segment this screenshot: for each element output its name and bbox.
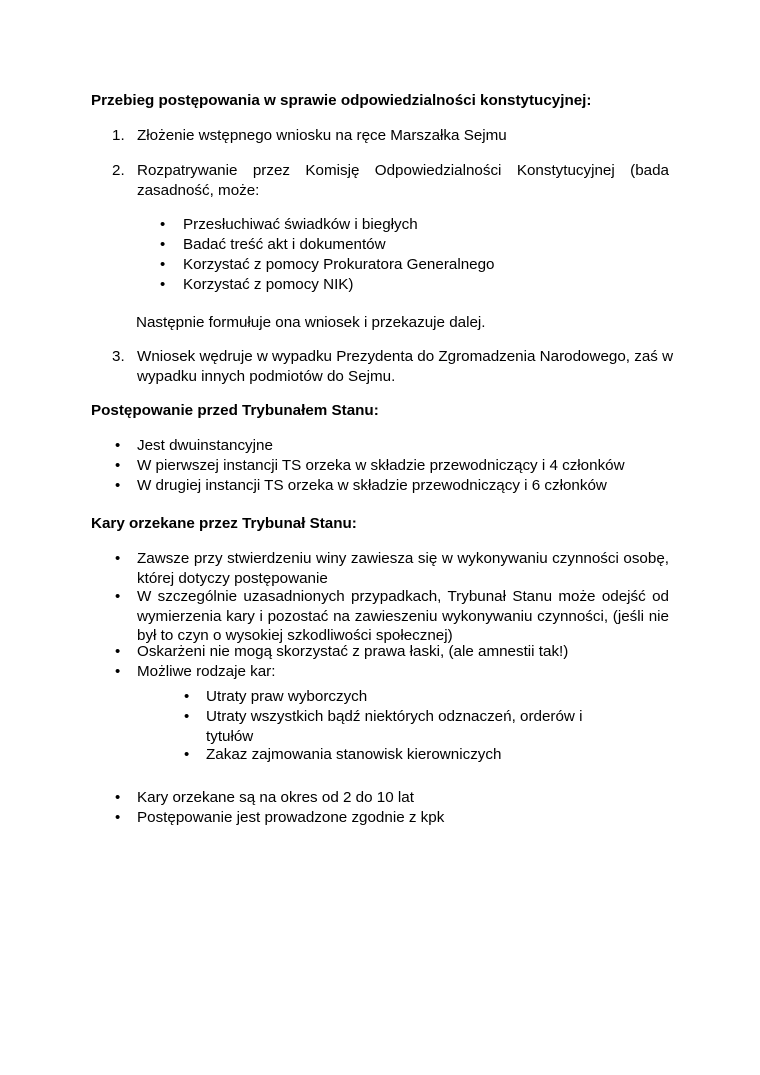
section-heading-penalties: Kary orzekane przez Trybunał Stanu: [91, 515, 357, 532]
list-item-text: W drugiej instancji TS orzeka w składzie przewodniczący i 6 członków [137, 477, 607, 494]
list-item [0, 662, 760, 682]
list-item [0, 687, 760, 707]
list-item [0, 215, 760, 235]
bullet-marker: • [184, 746, 190, 763]
bullet-marker: • [184, 688, 190, 705]
item-number: 2. [112, 162, 125, 179]
item-text: Rozpatrywanie przez Komisję Odpowiedzialności Konstytucyjnej (bada zasadność, może: [137, 162, 669, 199]
bullet-marker: • [115, 643, 121, 660]
list-item-text: Badać treść akt i dokumentów [183, 236, 386, 253]
list-item [0, 235, 760, 255]
list-item-text: W szczególnie uzasadnionych przypadkach, Trybunał Stanu może odejść od wymierzenia kary i pozostać na zawieszeniu wykonywaniu czynności, (jeśli nie był to czyn o wysokiej szkodliwości społecznej) [137, 588, 669, 644]
bullet-marker: • [160, 256, 166, 273]
numbered-item-3 [0, 347, 760, 387]
item-number: 3. [112, 348, 125, 365]
bullet-marker: • [115, 437, 121, 454]
list-item [0, 707, 760, 747]
item-text: Złożenie wstępnego wniosku na ręce Marszałka Sejmu [137, 127, 507, 144]
bullet-marker: • [115, 457, 121, 474]
list-item [0, 808, 760, 828]
bullet-marker: • [115, 809, 121, 826]
list-item [0, 275, 760, 295]
list-item-text: Jest dwuinstancyjne [137, 437, 273, 454]
bullet-marker: • [115, 789, 121, 806]
section-heading-constitutional-responsibility: Przebieg postępowania w sprawie odpowiedzialności konstytucyjnej: [91, 92, 592, 109]
bullet-marker: • [115, 663, 121, 680]
list-item [0, 476, 760, 496]
list-item [0, 788, 760, 808]
list-item [0, 436, 760, 456]
list-item-text: Korzystać z pomocy Prokuratora Generalnego [183, 256, 495, 273]
list-item [0, 587, 760, 647]
list-item [0, 255, 760, 275]
list-item-text: Kary orzekane są na okres od 2 do 10 lat [137, 789, 414, 806]
list-item-text: Utraty wszystkich bądź niektórych odznaczeń, orderów i tytułów [206, 708, 583, 745]
bullet-marker: • [115, 588, 121, 605]
bullet-marker: • [115, 550, 121, 567]
paragraph-next-step: Następnie formułuje ona wniosek i przekazuje dalej. [136, 314, 486, 331]
list-item-text: Oskarżeni nie mogą skorzystać z prawa łaski, (ale amnestii tak!) [137, 643, 569, 660]
list-item-text: Zakaz zajmowania stanowisk kierowniczych [206, 746, 502, 763]
bullet-marker: • [184, 708, 190, 725]
numbered-item-1 [0, 126, 760, 146]
item-text: Wniosek wędruje w wypadku Prezydenta do Zgromadzenia Narodowego, zaś w wypadku innych podmiotów do Sejmu. [137, 348, 674, 385]
bullet-marker: • [160, 216, 166, 233]
list-item-text: Zawsze przy stwierdzeniu winy zawiesza się w wykonywaniu czynności osobę, której dotyczy postępowanie [137, 550, 669, 587]
bullet-marker: • [160, 236, 166, 253]
list-item-text: Utraty praw wyborczych [206, 688, 368, 705]
bullet-marker: • [115, 477, 121, 494]
item-number: 1. [112, 127, 125, 144]
list-item-text: Przesłuchiwać świadków i biegłych [183, 216, 418, 233]
numbered-item-2 [0, 161, 760, 201]
list-item [0, 549, 760, 589]
list-item [0, 456, 760, 476]
bullet-marker: • [160, 276, 166, 293]
list-item-text: Korzystać z pomocy NIK) [183, 276, 354, 293]
list-item-text: Postępowanie jest prowadzone zgodnie z kpk [137, 809, 445, 826]
list-item-text: W pierwszej instancji TS orzeka w składzie przewodniczący i 4 członków [137, 457, 625, 474]
list-item [0, 642, 760, 662]
list-item-text: Możliwe rodzaje kar: [137, 663, 276, 680]
list-item [0, 745, 760, 765]
section-heading-state-tribunal-procedure: Postępowanie przed Trybunałem Stanu: [91, 402, 379, 419]
